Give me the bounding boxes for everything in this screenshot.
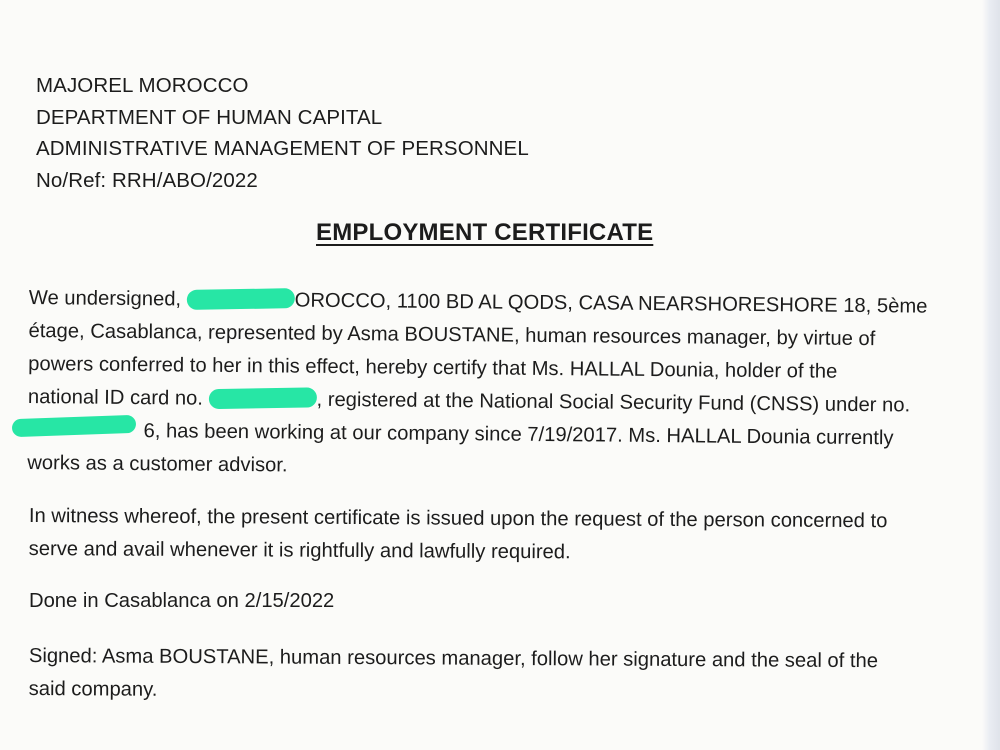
paragraph-text: 6, has been working at our company since 7/19/2017. Ms. HALLAL Dounia currently bbox=[143, 420, 894, 450]
paragraph-line: Signed: Asma BOUSTANE, human resources manager, follow her signature and the seal of the bbox=[28, 644, 879, 673]
company-name: MAJOREL MOROCCO bbox=[36, 74, 249, 97]
redaction-mark bbox=[187, 288, 295, 310]
paragraph-line: étage, Casablanca, represented by Asma BOUSTANE, human resources manager, by virtue of bbox=[28, 319, 876, 351]
department-name: DEPARTMENT OF HUMAN CAPITAL bbox=[36, 105, 383, 129]
certification-paragraph bbox=[27, 282, 927, 489]
paragraph-line: Done in Casablanca on 2/15/2022 bbox=[29, 590, 335, 612]
paragraph-text: , registered at the National Social Security Fund (CNSS) under no. bbox=[316, 388, 911, 417]
paragraph-line: In witness whereof, the present certificate is issued upon the request of the person concerned to bbox=[28, 504, 888, 533]
paragraph-line: works as a customer advisor. bbox=[27, 451, 288, 477]
paragraph-line: serve and avail whenever it is rightfully and lawfully required. bbox=[28, 537, 571, 564]
paragraph-text: national ID card no. bbox=[27, 385, 209, 410]
paragraph-text: OROCCO, 1100 BD AL QODS, CASA NEARSHORESHORE 18, 5ème bbox=[294, 289, 928, 318]
witness-paragraph bbox=[29, 500, 888, 571]
page-edge-shadow bbox=[982, 0, 1000, 750]
place-date-paragraph bbox=[29, 585, 334, 618]
reference-number: No/Ref: RRH/ABO/2022 bbox=[36, 168, 258, 192]
paragraph-line: said company. bbox=[28, 677, 158, 701]
signature-paragraph bbox=[29, 640, 878, 711]
letterhead bbox=[36, 70, 529, 196]
paragraph-text: We undersigned, bbox=[28, 286, 187, 311]
paragraph-line: powers conferred to her in this effect, hereby certify that Ms. HALLAL Dounia, holder of the bbox=[28, 352, 838, 383]
redaction-mark bbox=[208, 387, 316, 409]
document-title: EMPLOYMENT CERTIFICATE bbox=[316, 219, 654, 246]
division-name: ADMINISTRATIVE MANAGEMENT OF PERSONNEL bbox=[36, 137, 529, 160]
